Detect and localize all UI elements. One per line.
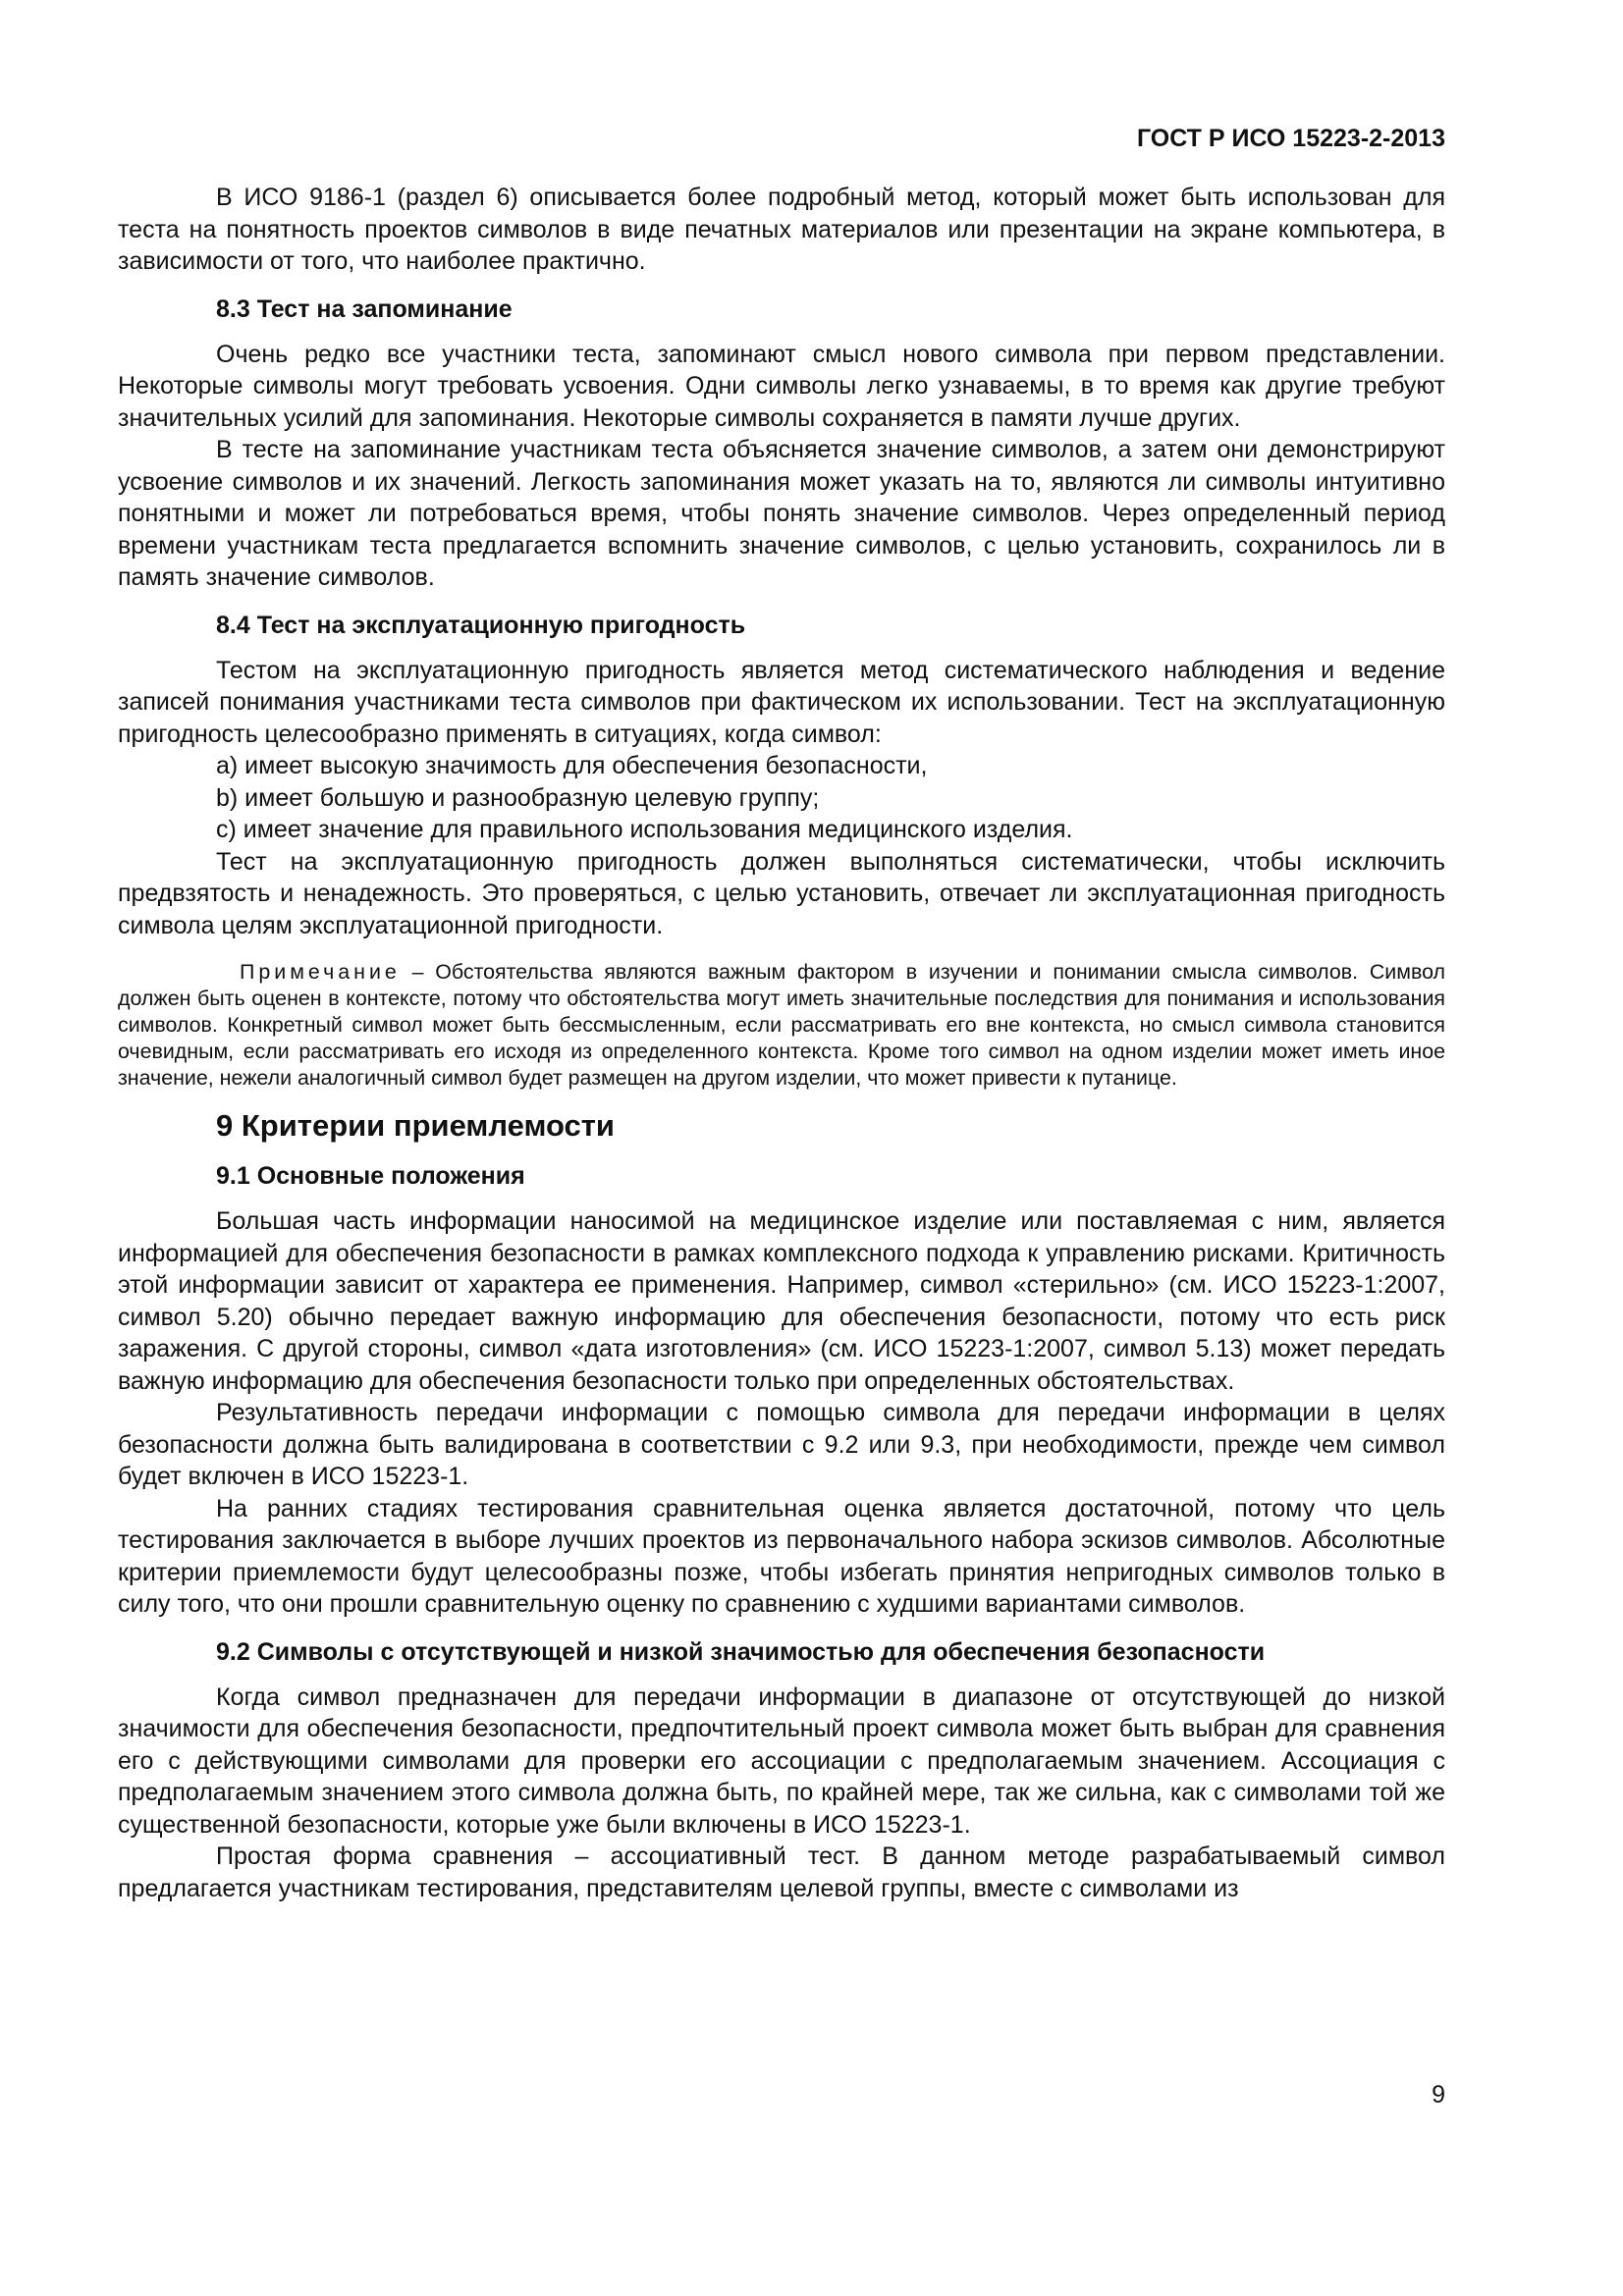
paragraph-9-1-1: Большая часть информации наносимой на медицинское изделие или поставляемая с ним, является информацией для обеспечения безопасности в рамках комплексного подхода к управлению рисками. Критичность этой информации зависит от характера ее применения. Например, символ «стерильно» (см. ИСО 15223-1:2007, символ 5.20) обычно передает важную информацию для обеспечения безопасности, потому что есть риск заражения. С другой стороны, символ «дата изготовления» (см. ИСО 15223-1:2007, символ 5.13) может передать важную информацию для обеспечения безопасности только при определенных обстоятельствах. xyxy=(118,1207,1445,1395)
paragraph-9-2-2: Простая форма сравнения – ассоциативный тест. В данном методе разрабатываемый символ предлагается участникам тестирования, представителям целевой группы, вместе с символами из xyxy=(118,1842,1445,1902)
intro-paragraph: В ИСО 9186-1 (раздел 6) описывается более подробный метод, который может быть использован для теста на понятность проектов символов в виде печатных материалов или презентации на экране компьютера, в зависимости от того, что наиболее практично. xyxy=(118,184,1445,275)
paragraph-8-3-1: Очень редко все участники теста, запоминают смысл нового символа при первом представлении. Некоторые символы могут требовать усвоения. Одни символы легко узнаваемы, в то время как другие требуют значительных усилий для запоминания. Некоторые символы сохраняется в памяти лучше других. xyxy=(118,340,1445,432)
heading-9-1: 9.1 Основные положения xyxy=(216,1162,525,1190)
heading-9: 9 Критерии приемлемости xyxy=(216,1108,615,1143)
list-item-b: b) имеет большую и разнообразную целевую группу; xyxy=(216,783,820,812)
list-item-a: a) имеет высокую значимость для обеспечения безопасности, xyxy=(216,752,928,779)
standard-header: ГОСТ Р ИСО 15223-2-2013 xyxy=(1136,125,1445,152)
note-text: – Обстоятельства являются важным фактором в изучении и понимании смысла символов. Символ должен быть оценен в контексте, потому что обстоятельства могут иметь значительные последствия для понимания и использования символов. Конкретный символ может быть бессмысленным, если рассматривать его вне контекста, но смысл символа становится очевидным, если рассматривать его исходя из определенного контекста. Кроме того символ на одном изделии может иметь иное значение, нежели аналогичный символ будет размещен на другом изделии, что может привести к путанице. xyxy=(118,960,1445,1090)
paragraph-8-4-2: Тест на эксплуатационную пригодность должен выполняться систематически, чтобы исключить предвзятость и ненадежность. Это проверяться, с целью установить, отвечает ли эксплуатационная пригодность символа целям эксплуатационной пригодности. xyxy=(118,847,1445,939)
heading-8-4: 8.4 Тест на эксплуатационную пригодность xyxy=(216,611,746,639)
paragraph-9-2-1: Когда символ предназначен для передачи информации в диапазоне от отсутствующей до низкой значимости для обеспечения безопасности, предпочтительный проект символа может быть выбран для сравнения его с действующими символами для проверки его ассоциации с предполагаемым значением. Ассоциация с предполагаемым значением этого символа должна быть, по крайней мере, так же сильна, как с символами той же существенной безопасности, которые уже были включены в ИСО 15223-1. xyxy=(118,1682,1445,1839)
paragraph-9-1-3: На ранних стадиях тестирования сравнительная оценка является достаточной, потому что цель тестирования заключается в выборе лучших проектов из первоначального набора эскизов символов. Абсолютные критерии приемлемости будут целесообразны позже, чтобы избегать принятия непригодных символов только в силу того, что они прошли сравнительную оценку по сравнению с худшими вариантами символов. xyxy=(118,1494,1445,1618)
page-content xyxy=(118,123,1445,1904)
heading-8-3: 8.3 Тест на запоминание xyxy=(216,294,513,323)
list-item-c: c) имеет значение для правильного использования медицинского изделия. xyxy=(216,816,1073,843)
paragraph-9-1-2: Результативность передачи информации с помощью символа для передачи информации в целях безопасности должна быть валидирована в соответствии с 9.2 или 9.3, при необходимости, прежде чем символ будет включен в ИСО 15223-1. xyxy=(118,1399,1445,1490)
note-block xyxy=(118,959,1445,1092)
page-number: 9 xyxy=(1432,2081,1445,2109)
note-label: Примечание xyxy=(240,960,401,984)
paragraph-8-4-1: Тестом на эксплуатационную пригодность является метод систематического наблюдения и ведение записей понимания участниками теста символов при фактическом их использовании. Тест на эксплуатационную пригодность целесообразно применять в ситуациях, когда символ: xyxy=(118,656,1445,748)
paragraph-8-3-2: В тесте на запоминание участникам теста объясняется значение символов, а затем они демонстрируют усвоение символов и их значений. Легкость запоминания может указать на то, являются ли символы интуитивно понятными и может ли потребоваться время, чтобы понять значение символов. Через определенный период времени участникам теста предлагается вспомнить значение символов, с целью установить, сохранилось ли в память значение символов. xyxy=(118,436,1445,591)
heading-9-2: 9.2 Символы с отсутствующей и низкой значимостью для обеспечения безопасности xyxy=(216,1637,1266,1666)
